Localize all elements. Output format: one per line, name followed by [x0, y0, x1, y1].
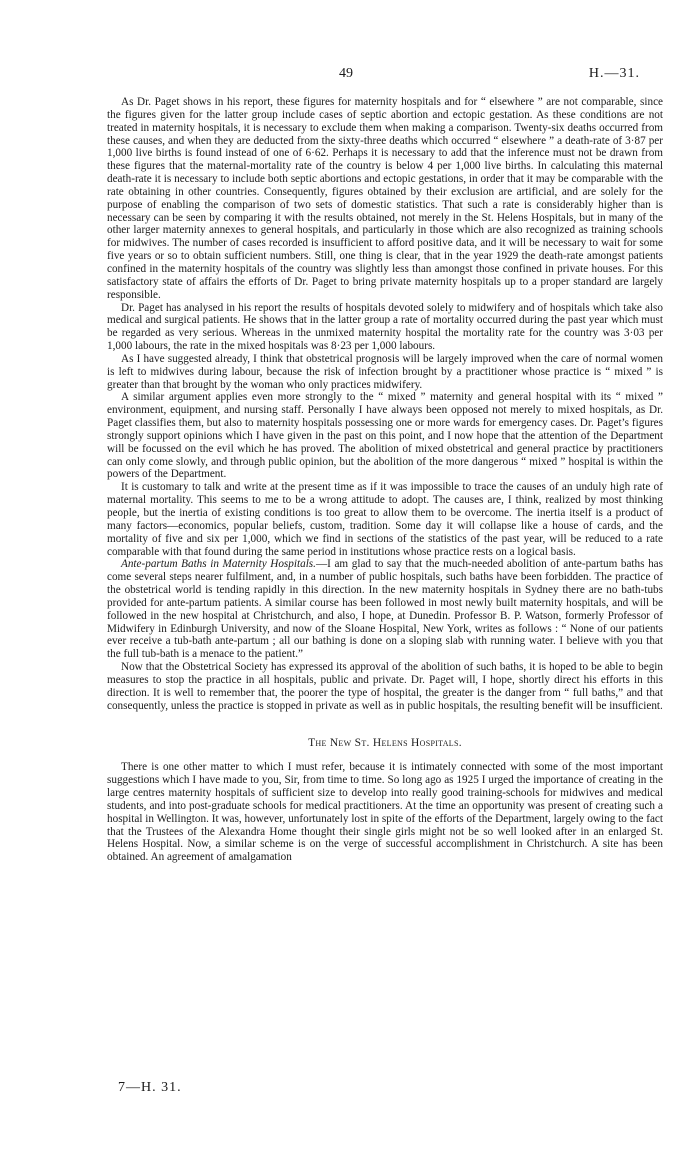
- paragraph-new-hospitals: There is one other matter to which I must refer, because it is intimately connected with some of the most important suggestions which I have made to you, Sir, from time to time. So long ago as 1925 I urged the importance of creating in the large centres maternity hospitals of sufficient size to develop into really good training-schools for midwives and medical students, and into post-graduate schools for medical practitioners. At the time an opportunity was present of creating such a hospital in Wellington. It was, however, unfortunately lost in spite of the efforts of the Department, largely owing to the fact that the Trustees of the Alexandra Home thought their single girls might not be so well looked after in an enlarged St. Helens Hospital. Now, a similar scheme is on the verge of successful accomplishment in Christchurch. A site has been obtained. An agreement of amalgamation: [107, 761, 663, 864]
- paragraph-inertia: It is customary to talk and write at the present time as if it was impossible to trace the causes of an unduly high rate of maternal mortality. This seems to me to be a wrong attitude to adopt. The causes are, I think, realized by most thinking people, but the inertia of existing conditions is too great to allow them to be overcome. The inertia itself is a product of many factors—economics, popular beliefs, custom, tradition. Some day it will collapse like a house of cards, and the mortality of five and six per 1,000, which we find in sections of the statistics of the past year, will be reduced to a rate comparable with that found during the same period in institutions whose practice rests on a logical basis.: [107, 481, 663, 558]
- body-text: [107, 96, 663, 864]
- paragraph-similar-argument: A similar argument applies even more strongly to the “ mixed ” maternity and general hospital with its “ mixed ” environment, equipment, and nursing staff. Personally I have always been opposed not merely to mixed hospitals, as Dr. Paget classifies them, but also to maternity hospitals possessing one or more wards for emergency cases. Dr. Paget’s figures strongly support opinions which I have given in the past on this point, and I now hope that the attention of the Department will be focussed on the evil which he has proved. The abolition of mixed obstetrical and general practice by practitioners can only come slowly, and through public opinion, but the abolition of the more dangerous “ mixed ” hospital is within the powers of the Department.: [107, 391, 663, 481]
- antepartum-title: Ante-partum Baths in Maternity Hospitals.: [121, 558, 316, 571]
- paragraph-comparison: As Dr. Paget shows in his report, these figures for maternity hospitals and for “ elsewhere ” are not comparable, since the figures given for the latter group include cases of septic abortion and ectopic gestation. As these conditions are not treated in maternity hospitals, it is necessary to exclude them when making a comparison. Twenty-six deaths occurred from these causes, and when they are deducted from the sixty-three deaths which occurred “ elsewhere ” a death-rate of 3·87 per 1,000 live births is found instead of one of 6·62. Perhaps it is necessary to add that the inference must not be drawn from these figures that the maternal-mortality rate of the country is below 4 per 1,000 live births. In calculating this maternal death-rate it is necessary to include both septic abortions and ectopic gestations, in order that it may be comparable with the rate obtaining in other countries. Consequently, figures obtained by their exclusion are artificial, and are solely for the purpose of enabling the comparison of two sets of domestic statistics. That such a rate is considerably higher than is necessary can be seen by comparing it with the results obtained, not merely in the St. Helens Hospitals, but in many of the other larger maternity annexes to general hospitals, and particularly in those which are also recognized as training schools for midwives. The number of cases recorded is insufficient to afford positive data, and it will be necessary to wait for some five years or so to obtain sufficient numbers. Still, one thing is clear, that in the year 1929 the death-rate amongst patients confined in the maternity hospitals of the country was slightly less than amongst those confined in private houses. For this satisfactory state of affairs the efforts of Dr. Paget to bring private maternity hospitals up to a proper standard are largely responsible.: [107, 96, 663, 301]
- page-footer-signature: 7—H. 31.: [118, 1080, 182, 1095]
- page-number: 49: [339, 66, 353, 81]
- paragraph-mixed-hospitals-analysis: Dr. Paget has analysed in his report the results of hospitals devoted solely to midwifery and of hospitals which take also medical and surgical patients. He shows that in the latter group a rate of mortality occurred during the past year which must be regarded as very serious. Whereas in the unmixed maternity hospital the mortality rate for the country was 3·03 per 1,000 labours, the rate in the mixed hospitals was 8·23 per 1,000 labours.: [107, 301, 663, 353]
- document-reference: H.—31.: [588, 66, 640, 81]
- section-heading: The New St. Helens Hospitals.: [308, 736, 462, 749]
- antepartum-text: —I am glad to say that the much-needed abolition of ante-partum baths has come several steps nearer fulfilment, and, in a number of public hospitals, such baths have been forbidden. The practice of the obstetrical world is tending rapidly in this direction. In the new maternity hospitals in Sydney there are no bath-tubs provided for ante-partum patients. A similar course has been followed in most newly built maternity hospitals, and will be followed in the new hospital at Christchurch, and also, I hope, at Dunedin. Professor B. P. Watson, formerly Professor of Midwifery in Edinburgh University, and now of the Sloane Hospital, New York, writes as follows : “ None of our patients ever receive a tub-bath ante-partum ; all our bathing is done on a sloping slab with running water. I believe with you that the full tub-bath is a menace to the patient.”: [107, 558, 663, 661]
- paragraph-obstetrical-society: Now that the Obstetrical Society has expressed its approval of the abolition of such baths, it is hoped to be able to begin measures to stop the practice in all hospitals, public and private. Dr. Paget will, I hope, shortly direct his efforts in this direction. It is well to remember that, the poorer the type of hospital, the greater is the danger from “ full baths,” and that consequently, unless the practice is stopped in private as well as in public hospitals, the resulting benefit will be insufficient.: [107, 661, 663, 712]
- paragraph-antepartum-baths: [107, 558, 663, 661]
- paragraph-prognosis: As I have suggested already, I think that obstetrical prognosis will be largely improved when the care of normal women is left to midwives during labour, because the risk of infection brought by a practitioner whose practice is “ mixed ” is greater than that brought by the woman who only practices midwifery.: [107, 352, 663, 391]
- page-header: [0, 66, 700, 86]
